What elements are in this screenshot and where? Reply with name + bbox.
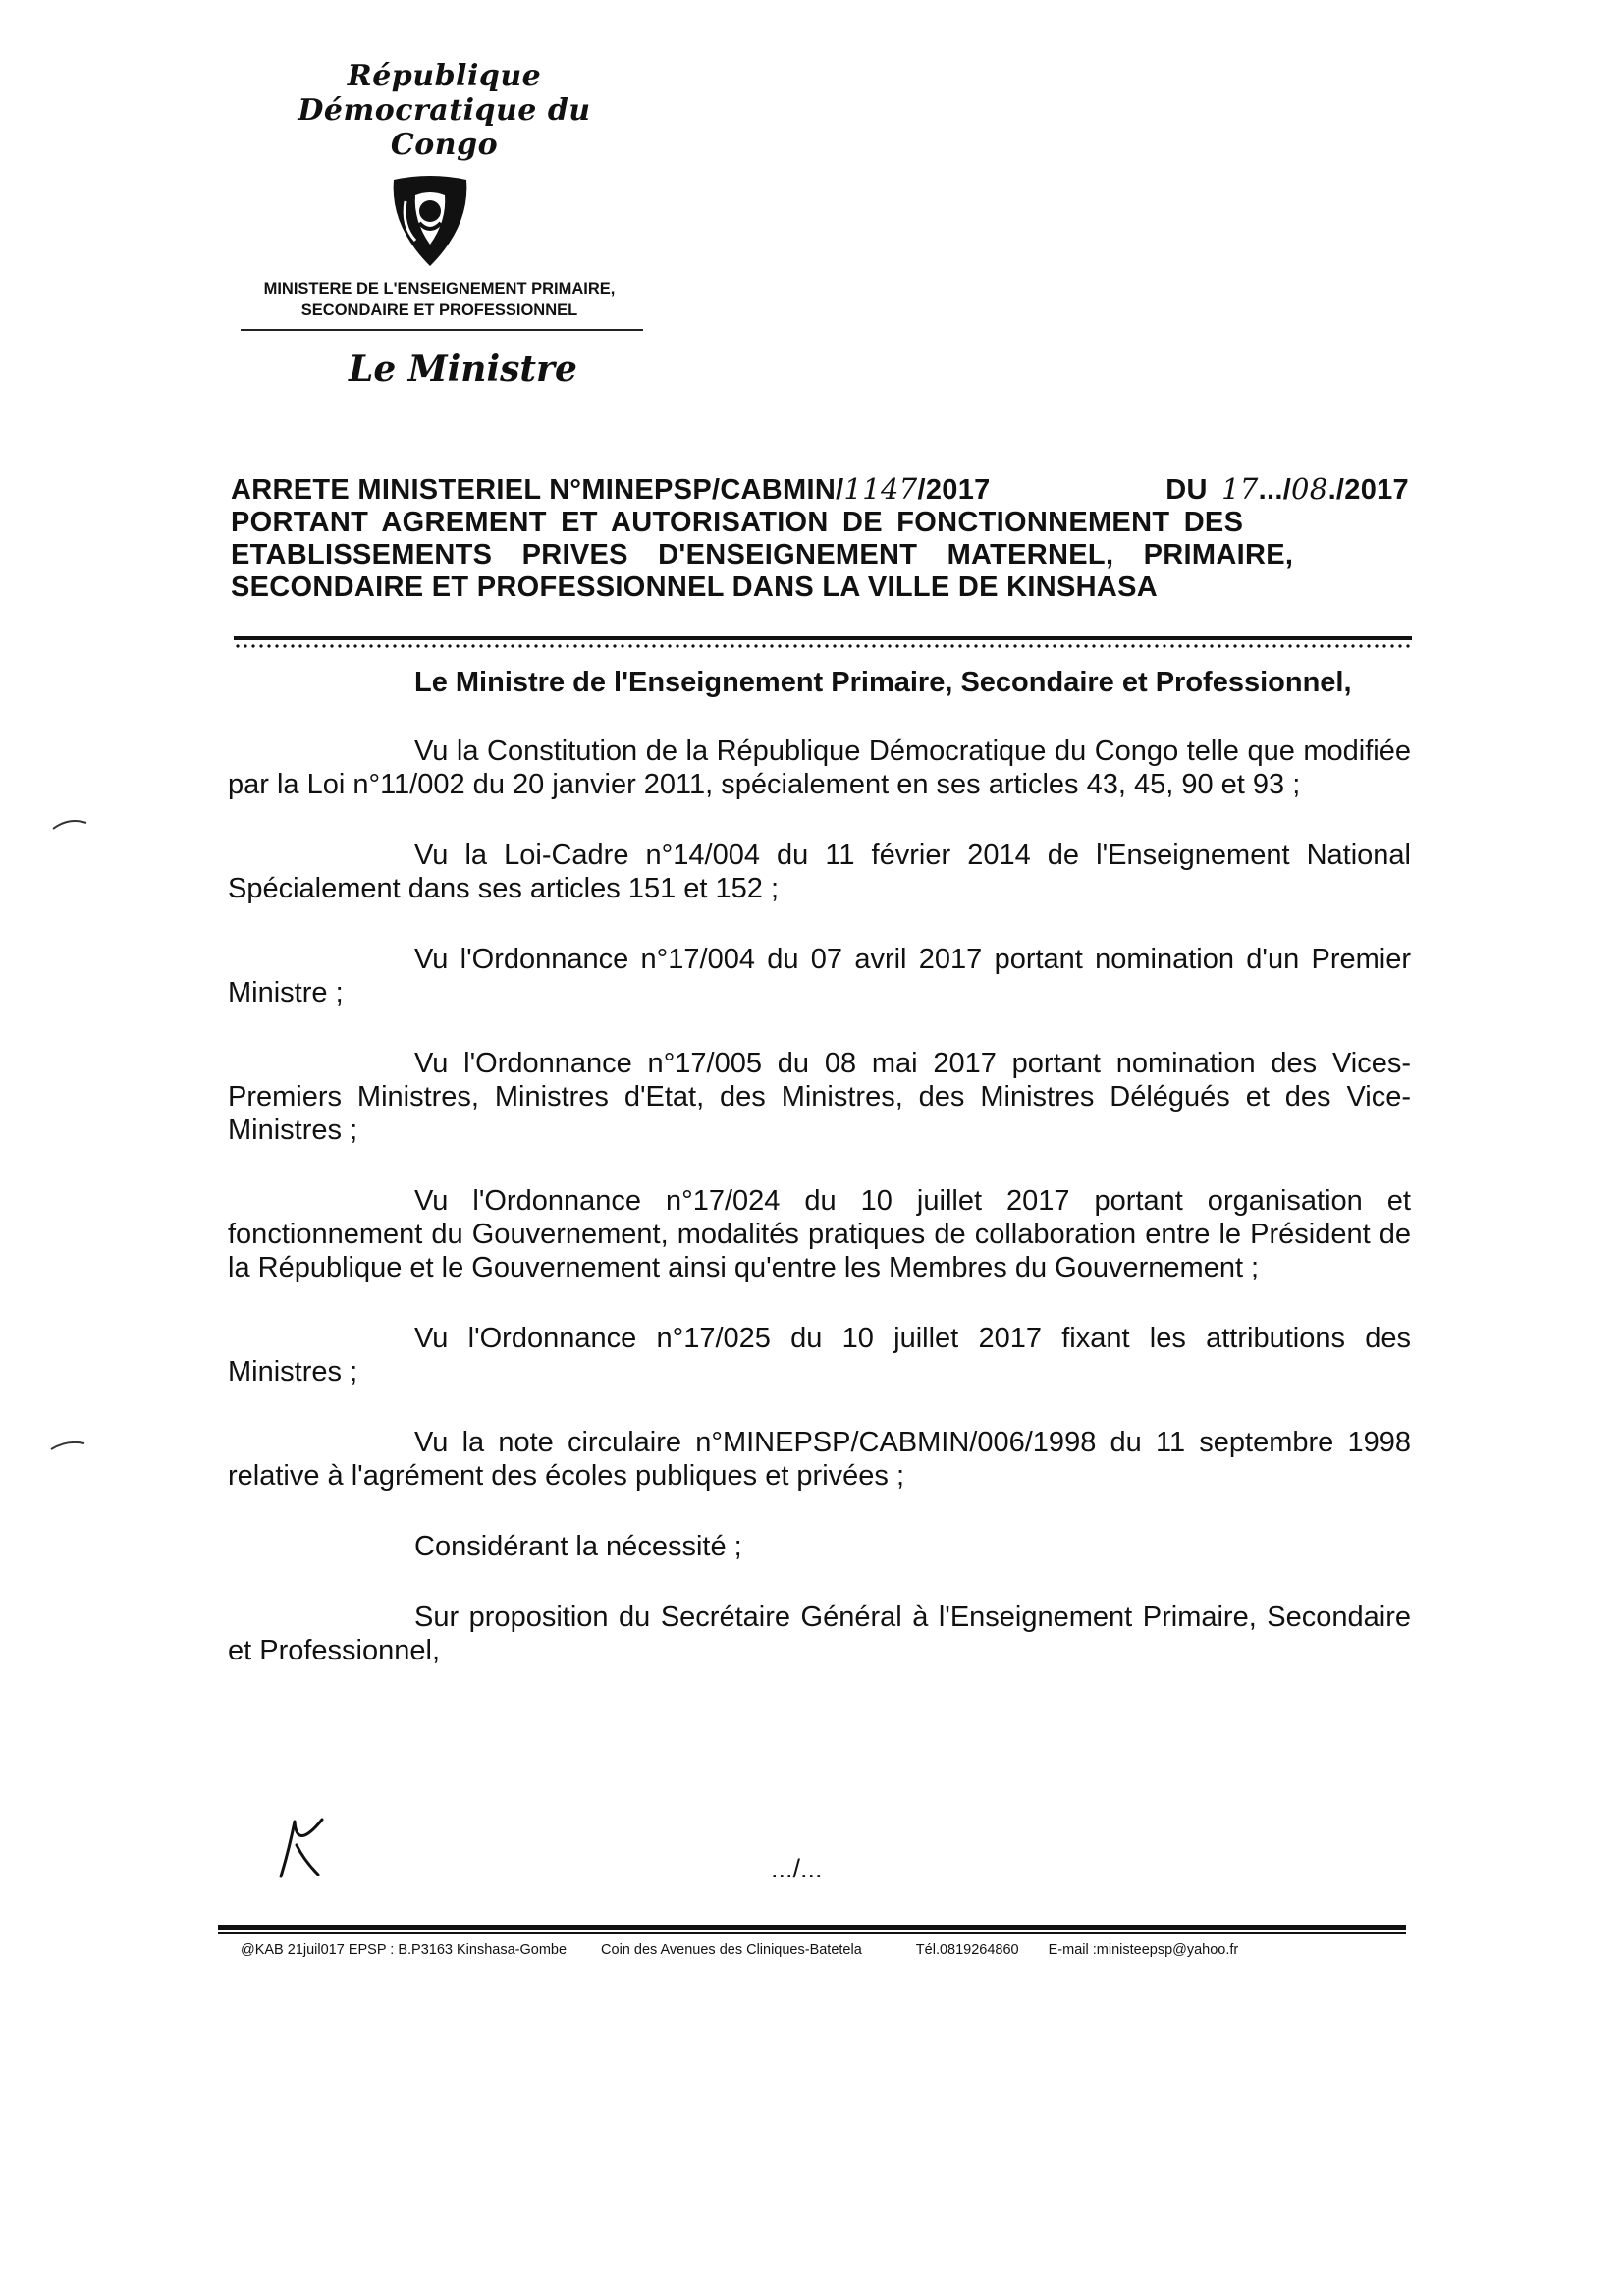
preamble-ordonnance-025: Vu l'Ordonnance n°17/025 du 10 juillet 2017 fixant les attributions des Ministres ; bbox=[228, 1323, 1411, 1387]
title-line-4-text: SECONDAIRE ET PROFESSIONNEL DANS LA VILLE DE KINSHASA bbox=[231, 571, 1158, 603]
preamble-proposition: Sur proposition du Secrétaire Général à l'Enseignement Primaire, Secondaire et Professionnel, bbox=[228, 1602, 1411, 1666]
scan-mark-icon bbox=[49, 1436, 88, 1455]
decree-title bbox=[231, 473, 1409, 604]
ministry-line-1: MINISTERE DE L'ENSEIGNEMENT PRIMAIRE, bbox=[263, 280, 616, 298]
scan-mark-icon bbox=[51, 813, 90, 833]
handwritten-initials-icon bbox=[275, 1812, 334, 1880]
footer-reference: @KAB 21juil017 EPSP : B.P3163 Kinshasa-Gombe bbox=[241, 1942, 568, 1958]
decree-ref-year: /2017 bbox=[917, 474, 991, 506]
date-dots: ... bbox=[1258, 474, 1283, 506]
decree-preamble bbox=[228, 666, 1411, 1705]
preamble-ordonnance-024: Vu l'Ordonnance n°17/024 du 10 juillet 2017 portant organisation et fonctionnement du Gouvernement, modalités pratiques de collaboration entre le Président de la République et le Gouvernement ainsi qu'entre les Membres du Gouvernement ; bbox=[228, 1185, 1411, 1283]
preamble-note-circulaire: Vu la note circulaire n°MINEPSP/CABMIN/006/1998 du 11 septembre 1998 relative à l'agrément des écoles publiques et privées ; bbox=[228, 1427, 1411, 1492]
title-line-3 bbox=[231, 539, 1409, 571]
preamble-ordonnance-004: Vu l'Ordonnance n°17/004 du 07 avril 2017 portant nomination d'un Premier Ministre ; bbox=[228, 944, 1411, 1008]
footer-email: E-mail :ministeepsp@yahoo.fr bbox=[1048, 1942, 1239, 1958]
decree-number-handwritten: 1147 bbox=[843, 472, 918, 506]
title-line-4 bbox=[231, 571, 1409, 604]
page-continued-marker: .../... bbox=[771, 1854, 823, 1883]
header-rule bbox=[241, 329, 643, 331]
republic-name: République Démocratique du Congo bbox=[298, 59, 591, 162]
date-year: ./2017 bbox=[1327, 474, 1409, 506]
date-day-handwritten: 17 bbox=[1221, 472, 1259, 506]
decree-ref-prefix: ARRETE MINISTERIEL N°MINEPSP/CABMIN/ bbox=[231, 474, 844, 506]
footer-address: Coin des Avenues des Cliniques-Batetela bbox=[601, 1942, 862, 1958]
date-separator: / bbox=[1282, 474, 1292, 506]
preamble-considerant: Considérant la nécessité ; bbox=[414, 1531, 742, 1562]
title-line-3-text: ETABLISSEMENTS PRIVES D'ENSEIGNEMENT MATERNEL, PRIMAIRE, bbox=[231, 539, 1294, 571]
title-line-2-text: PORTANT AGREMENT ET AUTORISATION DE FONCTIONNEMENT DES bbox=[231, 507, 1244, 538]
title-separator-rule bbox=[234, 636, 1412, 652]
preamble-ordonnance-005: Vu l'Ordonnance n°17/005 du 08 mai 2017 portant nomination des Vices-Premiers Ministres, Ministres d'Etat, des Ministres, des Ministres Délégués et des Vice-Ministres ; bbox=[228, 1048, 1411, 1146]
preamble-minister: Le Ministre de l'Enseignement Primaire, Secondaire et Professionnel, bbox=[414, 667, 1352, 698]
decree-number-line bbox=[231, 473, 991, 507]
preamble-loi-cadre: Vu la Loi-Cadre n°14/004 du 11 février 2014 de l'Enseignement National Spécialement dans ses articles 151 et 152 ; bbox=[228, 840, 1411, 904]
letterhead bbox=[211, 59, 648, 390]
footer-rule bbox=[218, 1925, 1406, 1934]
coat-of-arms-icon bbox=[386, 172, 474, 270]
title-line-1 bbox=[231, 473, 1409, 507]
ministry-line-2: SECONDAIRE ET PROFESSIONNEL bbox=[300, 301, 578, 319]
decree-date bbox=[1165, 473, 1409, 507]
title-line-2 bbox=[231, 507, 1409, 539]
footer-phone: Tél.0819264860 bbox=[915, 1942, 1019, 1958]
ministry-name bbox=[231, 278, 648, 321]
le-ministre-heading: Le Ministre bbox=[349, 349, 577, 390]
date-month-handwritten: 08 bbox=[1291, 472, 1328, 506]
date-du-label: DU bbox=[1165, 474, 1208, 506]
preamble-constitution: Vu la Constitution de la République Démocratique du Congo telle que modifiée par la Loi n°11/002 du 20 janvier 2011, spécialement en ses articles 43, 45, 90 et 93 ; bbox=[228, 735, 1411, 800]
footer bbox=[241, 1942, 1399, 1958]
